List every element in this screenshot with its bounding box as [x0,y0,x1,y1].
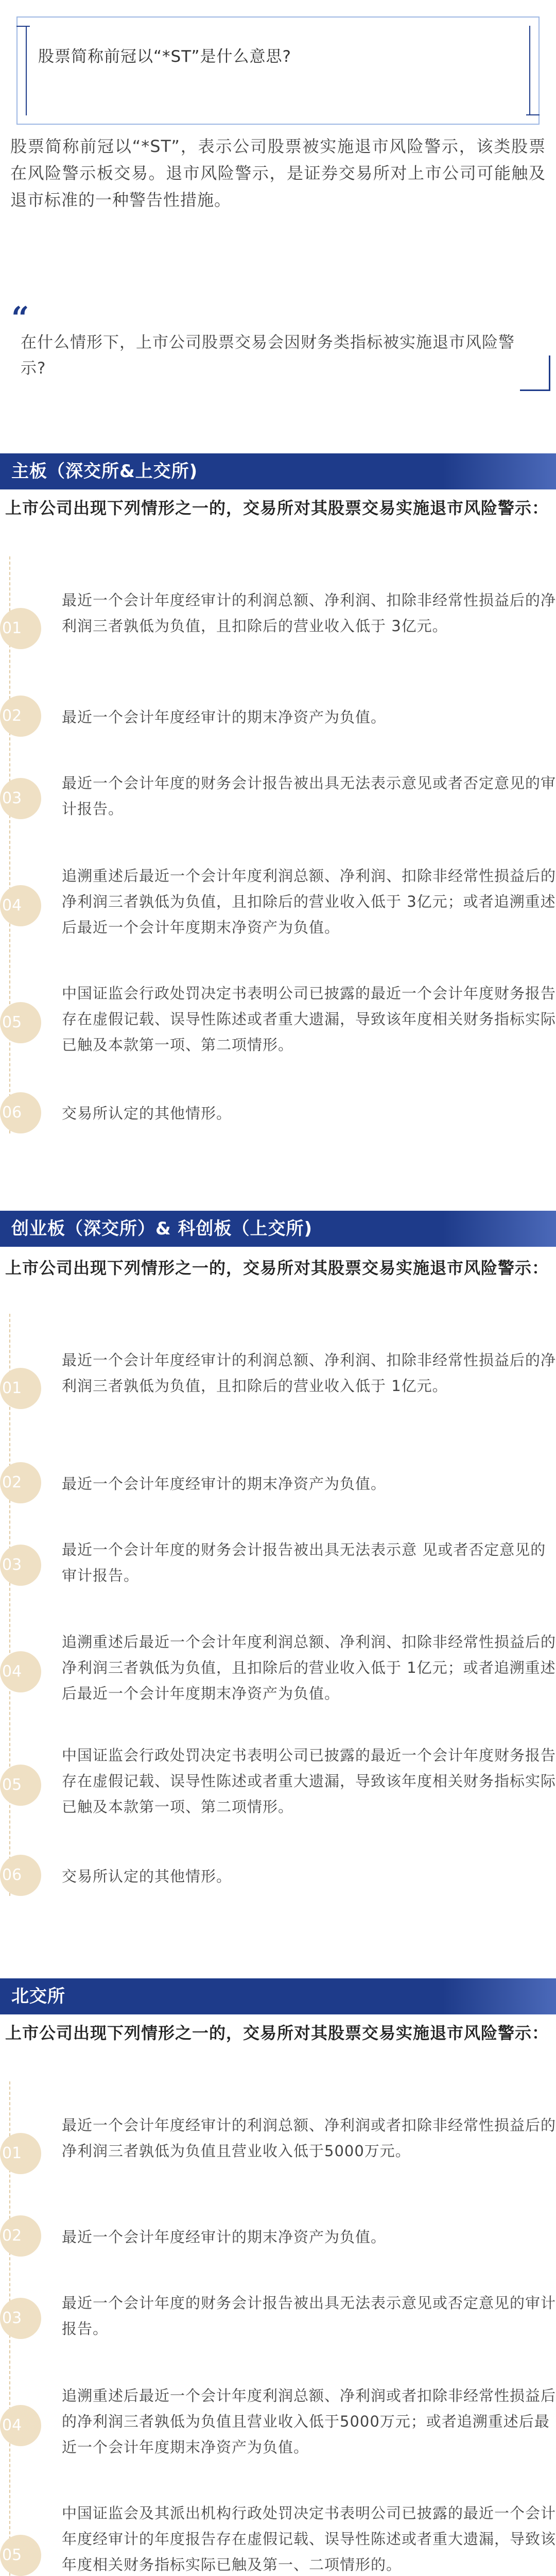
item-number-badge: 02 [0,2215,41,2257]
list-item: 交易所认定的其他情形。 [62,1868,232,1885]
item-number-badge: 04 [0,885,41,926]
item-number-badge: 05 [0,1765,41,1806]
item-number-badge: 06 [0,1855,41,1896]
item-number-badge: 03 [0,2298,41,2339]
item-number-badge: 04 [0,1651,41,1692]
question-box [16,16,540,125]
list-item: 最近一个会计年度的财务会计报告被出具无法表示意见或者否定意见的审计报告。 [62,774,556,818]
item-number-badge: 05 [0,1002,41,1043]
list-item: 追溯重述后最近一个会计年度利润总额、净利润或者扣除非经常性损益后的净利润三者孰低为负值且营业收入低于5000万元；或者追溯重述后最近一个会计年度期末净资产为负值。 [62,2387,556,2456]
section-intro: 上市公司出现下列情形之一的，交易所对其股票交易实施退市风险警示： [5,1258,549,1278]
item-number-badge: 02 [0,1462,41,1503]
section-header-bse: 北交所 [0,1978,556,2014]
list-item: 中国证监会行政处罚决定书表明公司已披露的最近一个会计年度财务报告存在虚假记载、误导性陈述或者重大遗漏，导致该年度相关财务指标实际已触及本款第一项、第二项情形。 [62,1747,556,1816]
list-item: 最近一个会计年度经审计的期末净资产为负值。 [62,1475,387,1493]
item-number-badge: 01 [0,2133,41,2174]
section-header-chinext-star: 创业板（深交所）& 科创板（上交所) [0,1211,556,1247]
item-number-badge: 05 [0,2535,41,2576]
quote-corner-divider [520,389,550,391]
list-item: 追溯重述后最近一个会计年度利润总额、净利润、扣除非经常性损益后的净利润三者孰低为负值，且扣除后的营业收入低于 1亿元；或者追溯重述后最近一个会计年度期末净资产为负值。 [62,1633,556,1702]
list-item: 中国证监会行政处罚决定书表明公司已披露的最近一个会计年度财务报告存在虚假记载、误导性陈述或者重大遗漏，导致该年度相关财务指标实际已触及本款第一项、第二项情形。 [62,985,556,1054]
section-intro: 上市公司出现下列情形之一的，交易所对其股票交易实施退市风险警示： [5,498,549,518]
list-item: 追溯重述后最近一个会计年度利润总额、净利润、扣除非经常性损益后的净利润三者孰低为负值，且扣除后的营业收入低于 3亿元；或者追溯重述后最近一个会计年度期末净资产为负值。 [62,867,556,936]
list-item: 最近一个会计年度的财务会计报告被出具无法表示意 见或者否定意见的审计报告。 [62,1541,546,1584]
list-item: 最近一个会计年度的财务会计报告被出具无法表示意见或否定意见的审计报告。 [62,2294,556,2337]
list-item: 交易所认定的其他情形。 [62,1105,232,1122]
quote-corner-divider [549,355,550,391]
question-inner [26,26,530,115]
list-item: 最近一个会计年度经审计的利润总额、净利润、扣除非经常性损益后的净利润三者孰低为负值，且扣除后的营业收入低于 1亿元。 [62,1351,556,1395]
item-number-badge: 03 [0,778,41,819]
item-number-badge: 04 [0,2405,41,2446]
quote-text: 在什么情形下，上市公司股票交易会因财务类指标被实施退市风险警示? [21,333,515,378]
list-item: 最近一个会计年度经审计的利润总额、净利润、扣除非经常性损益后的净利润三者孰低为负值，且扣除后的营业收入低于 3亿元。 [62,591,556,635]
item-number-badge: 01 [0,1368,41,1409]
item-number-badge: 02 [0,696,41,737]
list-item: 最近一个会计年度经审计的期末净资产为负值。 [62,708,387,726]
list-item: 最近一个会计年度经审计的利润总额、净利润或者扣除非经常性损益后的净利润三者孰低为负值且营业收入低于5000万元。 [62,2116,556,2160]
item-number-badge: 06 [0,1092,41,1133]
section-header-main-board: 主板（深交所&上交所) [0,453,556,489]
section-intro: 上市公司出现下列情形之一的，交易所对其股票交易实施退市风险警示： [5,2023,549,2043]
item-number-badge: 03 [0,1545,41,1586]
intro-paragraph: 股票简称前冠以“*ST”，表示公司股票被实施退市风险警示，该类股票在风险警示板交易。退市风险警示，是证券交易所对上市公司可能触及退市标准的一种警告性措施。 [10,137,546,210]
item-number-badge: 01 [0,608,41,649]
question-text: 股票简称前冠以“*ST”是什么意思? [38,47,292,66]
list-item: 中国证监会及其派出机构行政处罚决定书表明公司已披露的最近一个会计年度经审计的年度报告存在虚假记载、误导性陈述或者重大遗漏，导致该年度相关财务指标实际已触及第一、二项情形的。 [62,2504,556,2573]
list-item: 最近一个会计年度经审计的期末净资产为负值。 [62,2228,387,2246]
quote-mark-icon: “ [11,300,29,336]
